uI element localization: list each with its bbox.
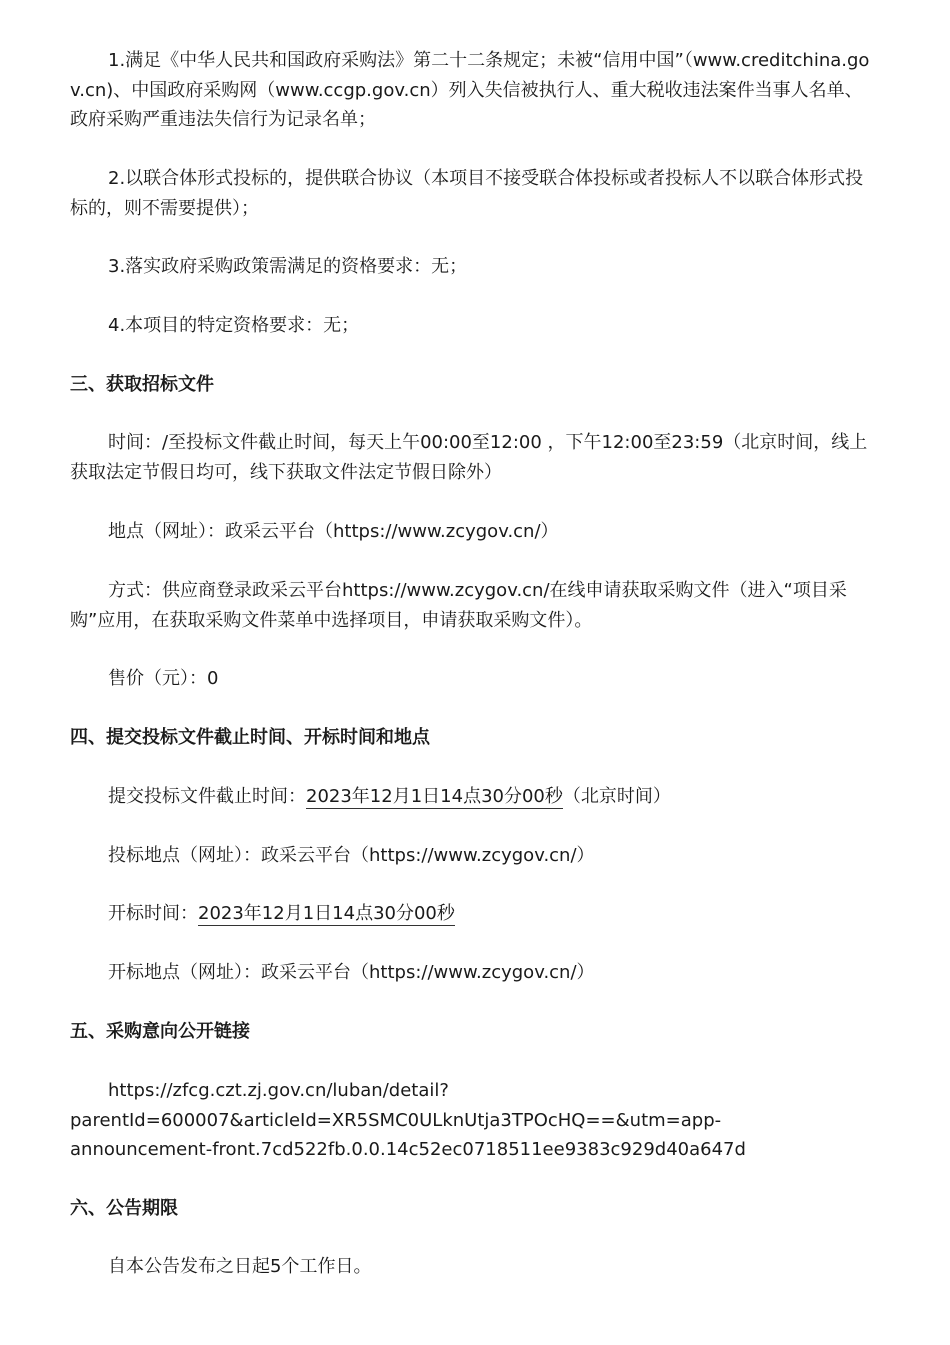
section-4-heading: 四、提交投标文件截止时间、开标时间和地点 <box>70 727 430 748</box>
section-3-time: 时间：/至投标文件截止时间，每天上午00:00至12:00 ，下午12:00至23:59（北京时间，线上获取法定节假日均可，线下获取文件法定节假日除外） <box>70 432 868 483</box>
section-4-deadline <box>70 782 880 812</box>
section-4-bid-place: 投标地点（网址）：政采云平台（https://www.zcygov.cn/） <box>108 845 595 866</box>
section-5-link[interactable] <box>70 1076 880 1165</box>
section-6-text: 自本公告发布之日起5个工作日。 <box>108 1256 372 1277</box>
section-6-heading: 六、公告期限 <box>70 1198 178 1219</box>
section-4-open-time <box>70 899 880 929</box>
link-line-3: announcement-front.7cd522fb.0.0.14c52ec0718511ee9383c929d40a647d <box>70 1139 746 1160</box>
section-3-method: 方式：供应商登录政采云平台https://www.zcygov.cn/在线申请获取采购文件（进入“项目采购”应用，在获取采购文件菜单中选择项目，申请获取采购文件）。 <box>70 580 847 631</box>
qualification-item-3: 3.落实政府采购政策需满足的资格要求：无； <box>108 256 468 277</box>
deadline-suffix: （北京时间） <box>562 786 671 807</box>
open-label: 开标时间： <box>108 903 198 924</box>
qualification-item-1: 1.满足《中华人民共和国政府采购法》第二十二条规定；未被“信用中国”（www.creditchina.gov.cn)、中国政府采购网（www.ccgp.gov.cn）列入失信被执行人、重大税收违法案件当事人名单、政府采购严重违法失信行为记录名单； <box>70 50 870 130</box>
link-line-2: parentId=600007&articleId=XR5SMC0ULknUtja3TPOcHQ==&utm=app- <box>70 1109 722 1131</box>
section-3-price: 售价（元）：0 <box>108 668 219 689</box>
qualification-item-4: 4.本项目的特定资格要求：无； <box>108 315 360 336</box>
link-line-1: https://zfcg.czt.zj.gov.cn/luban/detail? <box>108 1080 449 1101</box>
section-4-open-place: 开标地点（网址）：政采云平台（https://www.zcygov.cn/） <box>108 962 595 983</box>
section-5-heading: 五、采购意向公开链接 <box>70 1021 250 1042</box>
section-3-place: 地点（网址）：政采云平台（https://www.zcygov.cn/） <box>108 521 559 542</box>
deadline-value: 2023年12月1日14点30分00秒 <box>306 786 563 807</box>
open-value: 2023年12月1日14点30分00秒 <box>198 903 455 924</box>
deadline-label: 提交投标文件截止时间： <box>108 786 306 807</box>
qualification-item-2: 2.以联合体形式投标的，提供联合协议（本项目不接受联合体投标或者投标人不以联合体形式投标的，则不需要提供）； <box>70 168 864 219</box>
section-3-heading: 三、获取招标文件 <box>70 374 214 395</box>
